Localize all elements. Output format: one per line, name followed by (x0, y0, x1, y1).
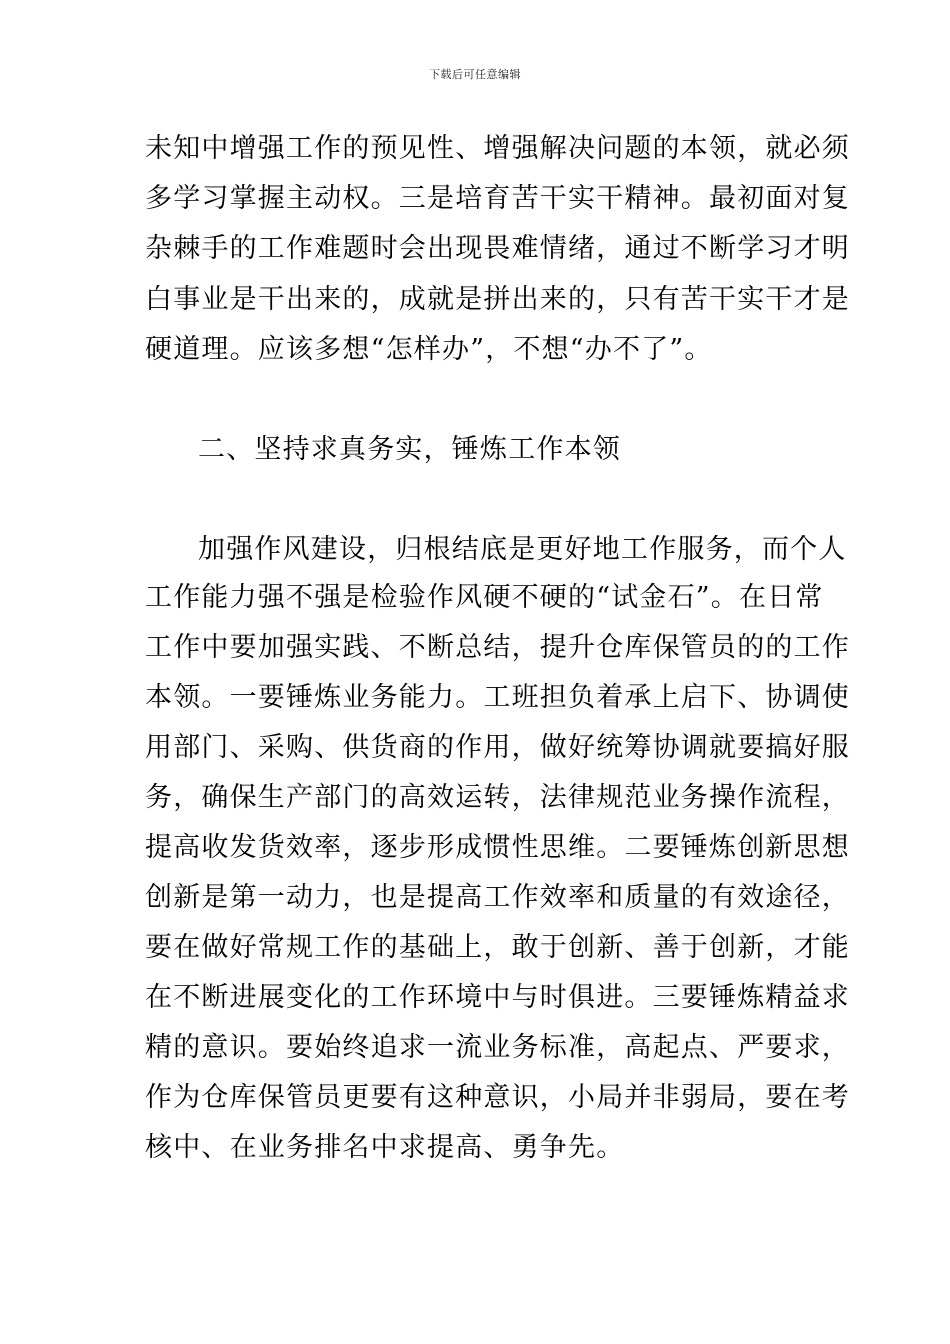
text-line: 创新是第一动力，也是提高工作效率和质量的有效途径， (145, 882, 850, 913)
text-line: 杂棘手的工作难题时会出现畏难情绪，通过不断学习才明 (145, 233, 850, 264)
text-line: 在不断进展变化的工作环境中与时俱进。三要锤炼精益求 (145, 982, 850, 1013)
text-line: 提高收发货效率，逐步形成惯性思维。二要锤炼创新思想 (145, 832, 850, 863)
text-line: 工作中要加强实践、不断总结，提升仓库保管员的的工作 (145, 632, 850, 663)
section-heading: 二、坚持求真务实，锤炼工作本领 (198, 434, 621, 465)
text-line: 作为仓库保管员更要有这种意识，小局并非弱局，要在考 (145, 1082, 850, 1113)
text-line: 本领。一要锤炼业务能力。工班担负着承上启下、协调使 (145, 682, 850, 713)
text-line: 加强作风建设，归根结底是更好地工作服务，而个人 (198, 534, 847, 565)
text-line: 白事业是干出来的，成就是拼出来的，只有苦干实干才是 (145, 284, 850, 315)
text-line: 硬道理。应该多想“怎样办”，不想“办不了”。 (145, 334, 713, 365)
text-line: 未知中增强工作的预见性、增强解决问题的本领，就必须 (145, 133, 850, 164)
text-line: 用部门、采购、供货商的作用，做好统筹协调就要搞好服 (145, 732, 850, 763)
text-line: 多学习掌握主动权。三是培育苦干实干精神。最初面对复 (145, 183, 850, 214)
text-line: 务，确保生产部门的高效运转，法律规范业务操作流程， (145, 782, 850, 813)
text-line: 核中、在业务排名中求提高、勇争先。 (145, 1132, 625, 1163)
text-line: 要在做好常规工作的基础上，敢于创新、善于创新，才能 (145, 932, 850, 963)
text-line: 精的意识。要始终追求一流业务标准，高起点、严要求， (145, 1032, 850, 1063)
text-line: 工作能力强不强是检验作风硬不硬的“试金石”。在日常 (145, 582, 824, 613)
page-header: 下载后可任意编辑 (429, 68, 521, 81)
